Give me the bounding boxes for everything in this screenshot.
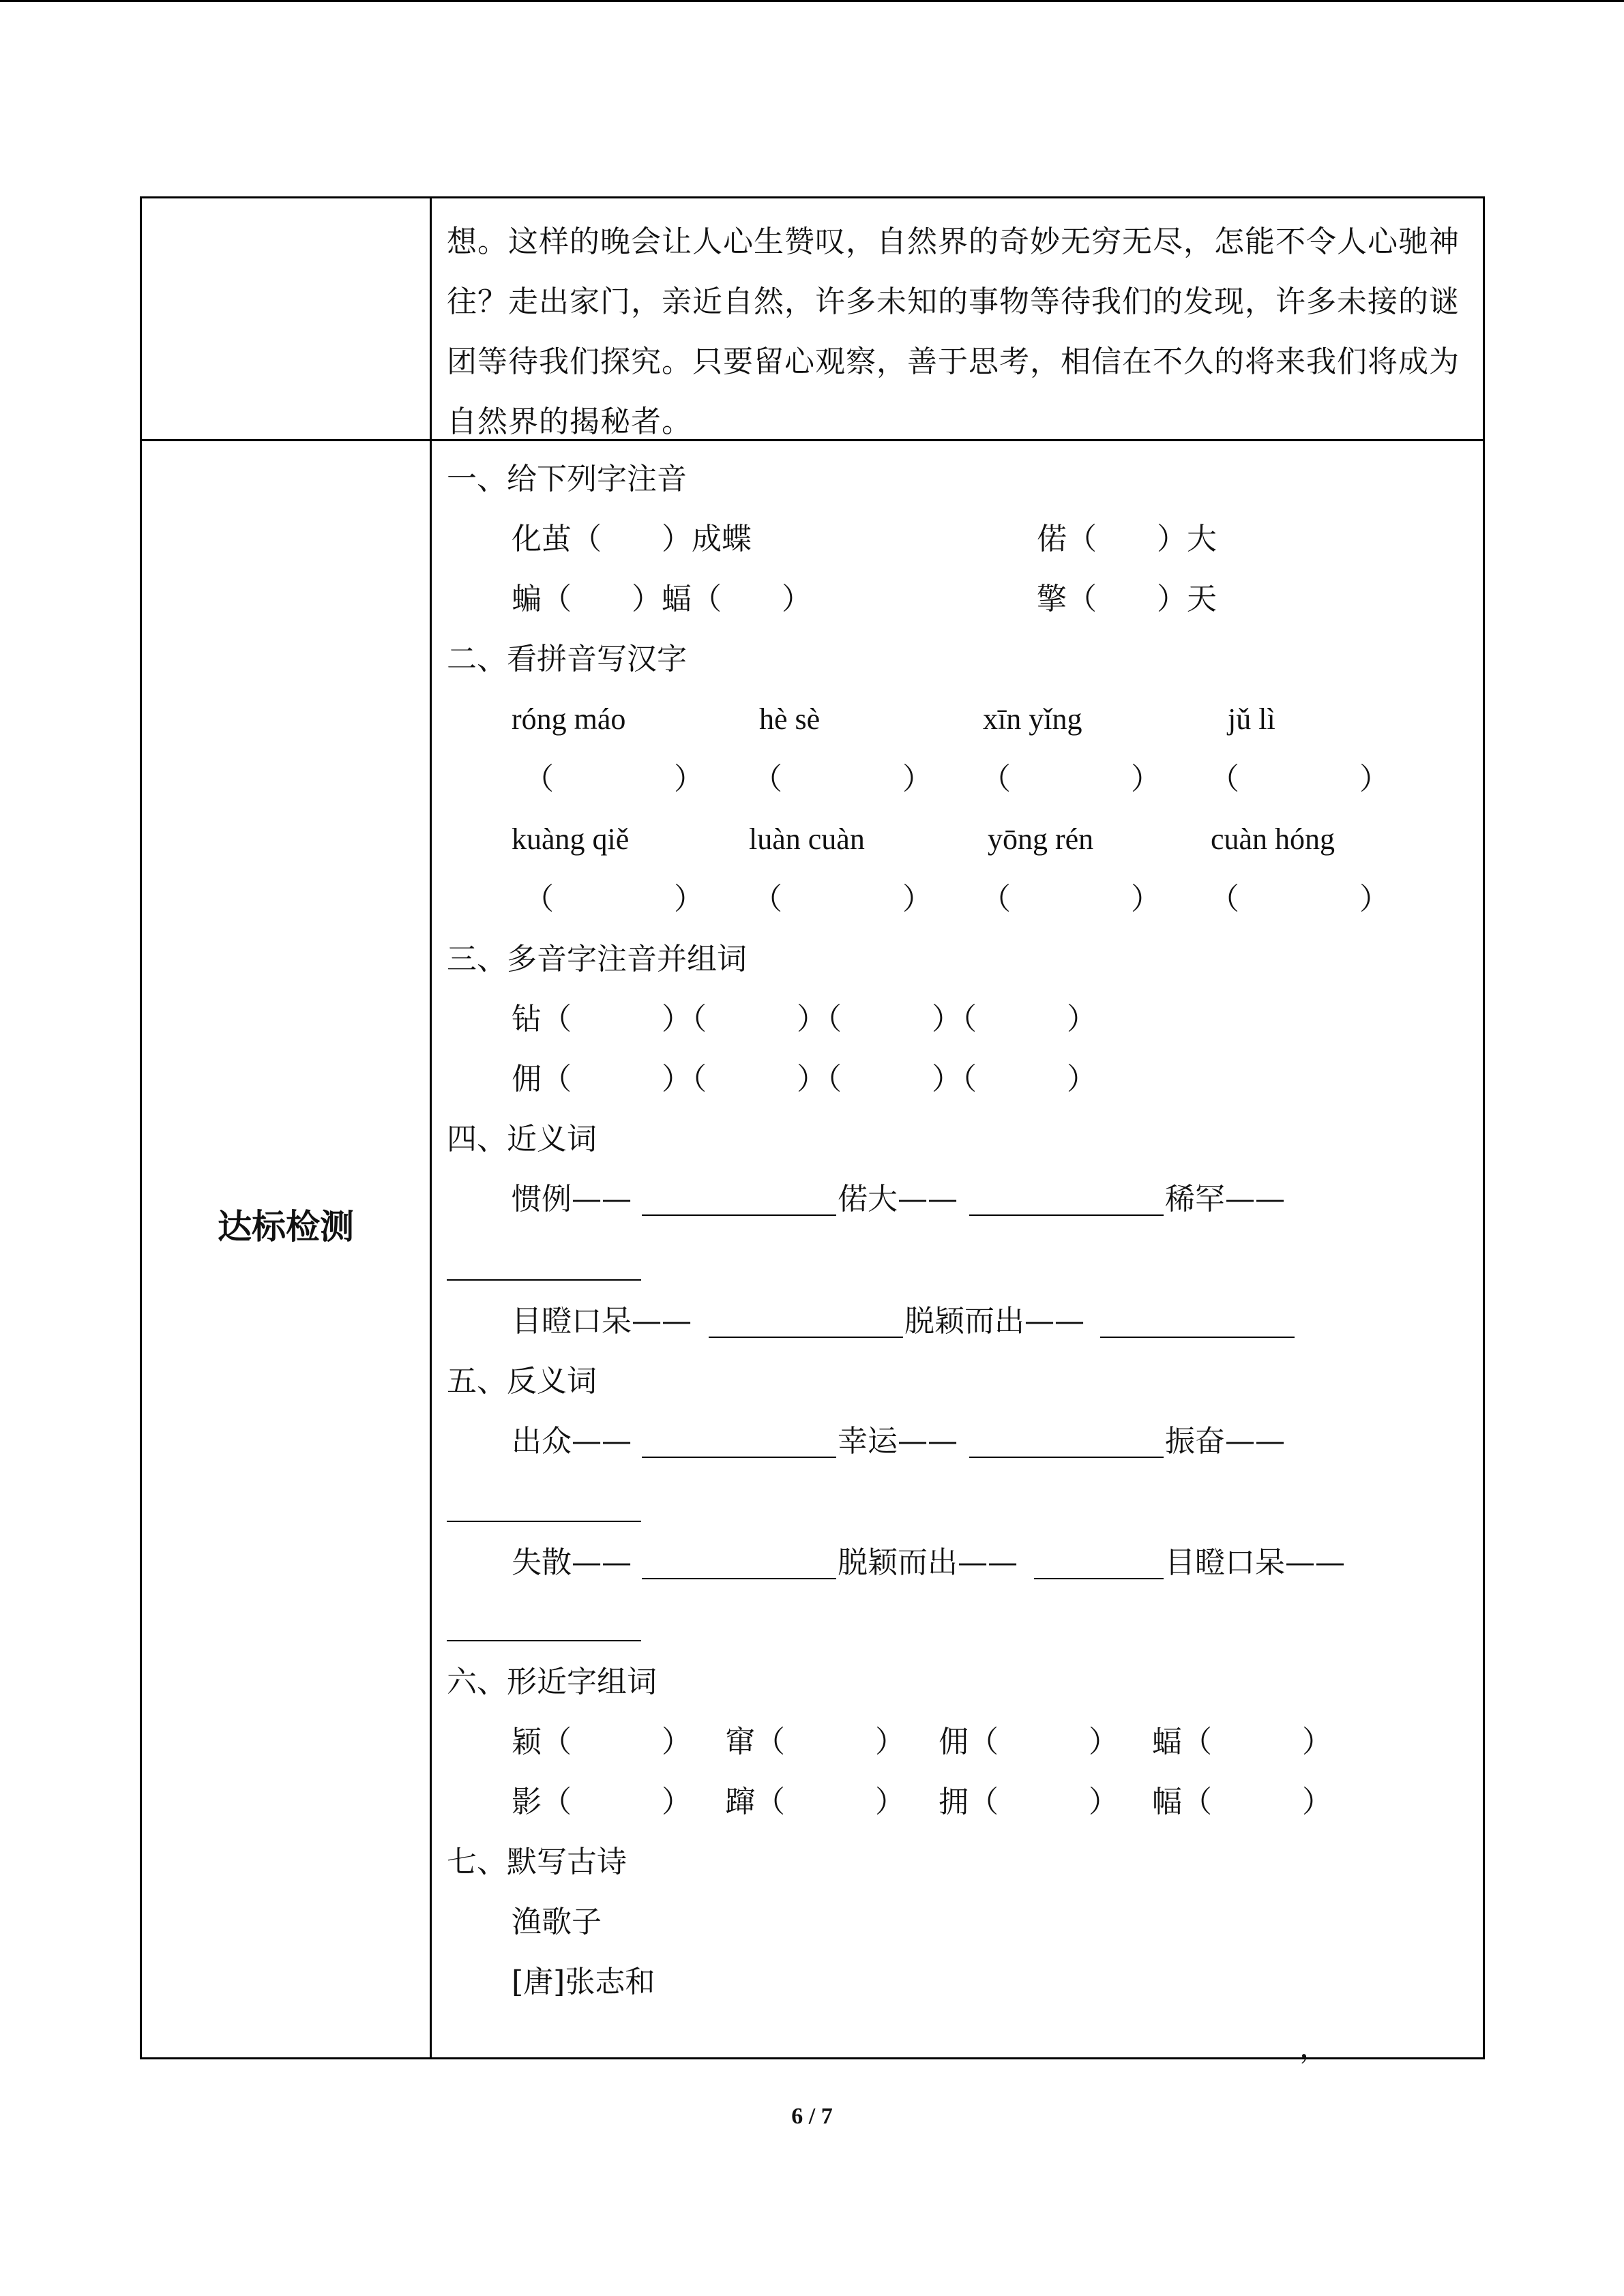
pinyin: jǔ lì (1228, 702, 1275, 736)
answer-blank (642, 1457, 836, 1458)
s6-item: 颖（ ） (512, 1725, 692, 1759)
answer-blank (969, 1457, 1164, 1458)
pinyin: luàn cuàn (749, 822, 865, 856)
poem-comma: ， (1299, 2030, 1329, 2065)
s5-word: 振奋—— (1165, 1424, 1285, 1459)
s6-item: 拥（ ） (939, 1785, 1119, 1819)
page-number: 6 / 7 (791, 2104, 833, 2129)
s4-word: 目瞪口呆—— (512, 1304, 692, 1339)
s6-title: 六、形近字组词 (447, 1665, 657, 1699)
s4-word: 脱颖而出—— (904, 1304, 1084, 1339)
s1-item: 偌（ ）大 (1037, 522, 1217, 556)
answer-paren: （ ） (981, 882, 1161, 916)
answer-paren: （ ） (524, 882, 704, 916)
s4-word: 偌大—— (838, 1182, 958, 1217)
answer-blank (709, 1337, 903, 1338)
s2-title: 二、看拼音写汉字 (447, 642, 687, 676)
answer-blank (447, 1521, 641, 1522)
column-divider (430, 198, 432, 2057)
poem-title: 渔歌子 (512, 1905, 602, 1939)
answer-blank (642, 1578, 836, 1579)
s5-word: 出众—— (512, 1424, 632, 1459)
answer-paren: （ ） (752, 882, 932, 916)
s6-item: 窜（ ） (725, 1725, 905, 1759)
answer-paren: （ ） (524, 762, 704, 796)
s6-item: 佣（ ） (939, 1725, 1119, 1759)
s5-word: 失散—— (512, 1545, 632, 1580)
s6-item: 蝠（ ） (1152, 1725, 1332, 1759)
pinyin: kuàng qiě (512, 822, 630, 856)
poem-author: [唐]张志和 (512, 1965, 655, 1999)
s6-item: 幅（ ） (1152, 1785, 1332, 1819)
s4-word: 惯例—— (512, 1182, 632, 1217)
answer-paren: （ ） (752, 762, 932, 796)
s1-item: 蝙（ ）蝠（ ） (512, 582, 812, 616)
answer-paren: （ ） (1209, 762, 1389, 796)
answer-blank (512, 2058, 1299, 2059)
intro-paragraph: 想。这样的晚会让人心生赞叹，自然界的奇妙无穷无尽，怎能不令人心驰神往？走出家门，亲近自然，许多未知的事物等待我们的发现，许多未接的谜团等待我们探究。只要留心观察，善于思考，相信在不久的将来我们将成为自然界的揭秘者。 (447, 224, 1460, 439)
answer-paren: （ ） (981, 762, 1161, 796)
s4-title: 四、近义词 (447, 1122, 597, 1157)
answer-blank (642, 1214, 836, 1216)
answer-blank (1034, 1578, 1164, 1579)
s1-item: 化茧（ ）成蝶 (512, 522, 752, 556)
s6-item: 影（ ） (512, 1785, 692, 1819)
s5-word: 幸运—— (838, 1424, 958, 1459)
s7-title: 七、默写古诗 (447, 1845, 627, 1879)
answer-blank (447, 1279, 641, 1281)
answer-blank (1100, 1337, 1295, 1338)
s4-word: 稀罕—— (1165, 1182, 1285, 1217)
s1-title: 一、给下列字注音 (447, 462, 687, 496)
pinyin: cuàn hóng (1211, 822, 1335, 856)
answer-blank (447, 1640, 641, 1641)
section-label: 达标检测 (218, 1207, 354, 1247)
pinyin: xīn yǐng (983, 702, 1082, 736)
s3-item: 钻（ ）（ ）（ ）（ ） (512, 1002, 1097, 1037)
s5-title: 五、反义词 (447, 1364, 597, 1399)
s3-item: 佣（ ）（ ）（ ）（ ） (512, 1062, 1097, 1097)
s3-title: 三、多音字注音并组词 (447, 942, 747, 976)
pinyin: yōng rén (988, 822, 1094, 856)
pinyin: hè sè (759, 702, 821, 736)
s1-item: 擎（ ）天 (1037, 582, 1217, 616)
answer-blank (969, 1214, 1164, 1216)
answer-paren: （ ） (1209, 882, 1389, 916)
s5-word: 目瞪口呆—— (1165, 1545, 1345, 1580)
pinyin: róng máo (512, 702, 626, 736)
s5-word: 脱颖而出—— (838, 1545, 1018, 1580)
s6-item: 蹿（ ） (725, 1785, 905, 1819)
worksheet-table (140, 196, 1485, 2065)
top-border (0, 0, 1624, 2)
